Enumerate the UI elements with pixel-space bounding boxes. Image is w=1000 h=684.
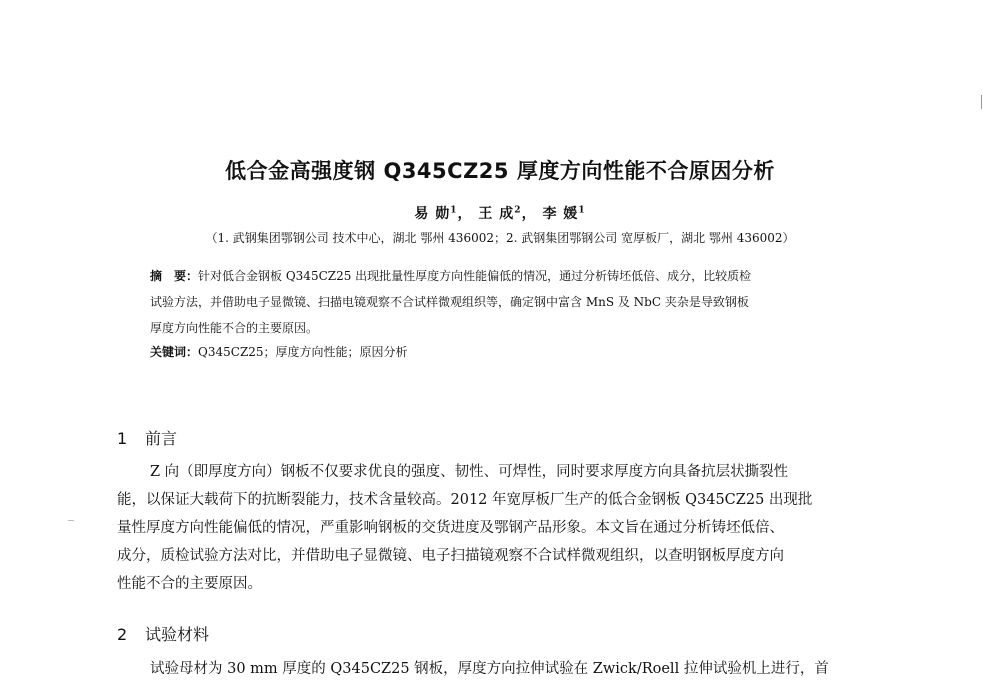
author-separator: ， (521, 206, 537, 222)
section-number: 2 (117, 625, 128, 644)
body-line: 试验母材为 30 mm 厚度的 Q345CZ25 钢板，厚度方向拉伸试验在 Zwick/Roell 拉伸试验机上进行，首 (150, 661, 829, 677)
keywords (150, 343, 408, 360)
body-line: 成分，质检试验方法对比，并借助电子显微镜、电子扫描镜观察不合试样微观组织，以查明钢板厚度方向 (117, 548, 784, 564)
abstract-text: 针对低合金钢板 Q345CZ25 出现批量性厚度方向性能偏低的情况，通过分析铸坯低倍、成分，比较质检 (198, 269, 752, 283)
abstract-line: 试验方法，并借助电子显微镜、扫描电镜观察不合试样微观组织等，确定钢中富含 MnS 及 NbC 夹杂是导致钢板 (150, 295, 749, 309)
paper-title: 低合金高强度钢 Q345CZ25 厚度方向性能不合原因分析 (225, 159, 775, 183)
section-number: 1 (117, 429, 128, 448)
section-body (117, 655, 907, 683)
abstract-line (150, 263, 870, 289)
author-separator: ， (457, 206, 473, 222)
author-affiliation-mark: 2 (514, 205, 522, 216)
body-line: 量性厚度方向性能偏低的情况，严重影响钢板的交货进度及鄂钢产品形象。本文旨在通过分析铸坯低倍、 (117, 520, 784, 536)
affiliation: （1. 武钢集团鄂钢公司 技术中心，湖北 鄂州 436002；2. 武钢集团鄂钢公司 宽厚板厂，湖北 鄂州 436002） (205, 231, 795, 245)
section-heading (117, 622, 209, 645)
abstract-label: 摘 要： (150, 269, 199, 283)
author-name: 李 媛 (542, 206, 579, 222)
keywords-label: 关键词： (150, 345, 199, 359)
author-affiliation-mark: 1 (578, 205, 586, 216)
author-name: 易 勋 (414, 206, 451, 222)
keywords-text: Q345CZ25；厚度方向性能；原因分析 (198, 345, 408, 359)
body-line: 性能不合的主要原因。 (117, 576, 262, 592)
section-title: 试验材料 (145, 625, 210, 644)
body-line: 能，以保证大载荷下的抗断裂能力，技术含量较高。2012 年宽厚板厂生产的低合金钢板 Q345CZ25 出现批 (117, 492, 813, 508)
scan-mark (68, 520, 74, 521)
abstract-line: 厚度方向性能不合的主要原因。 (150, 321, 319, 335)
body-line: Z 向（即厚度方向）钢板不仅要求优良的强度、韧性、可焊性，同时要求厚度方向具备抗层状撕裂性 (150, 464, 789, 480)
abstract (150, 263, 870, 341)
scan-mark (981, 95, 982, 109)
author-list (0, 203, 1000, 223)
section-body (117, 458, 907, 598)
section-heading (117, 426, 177, 449)
author-affiliation-mark: 1 (450, 205, 458, 216)
section-title: 前言 (145, 429, 178, 448)
author-name: 王 成 (478, 206, 515, 222)
